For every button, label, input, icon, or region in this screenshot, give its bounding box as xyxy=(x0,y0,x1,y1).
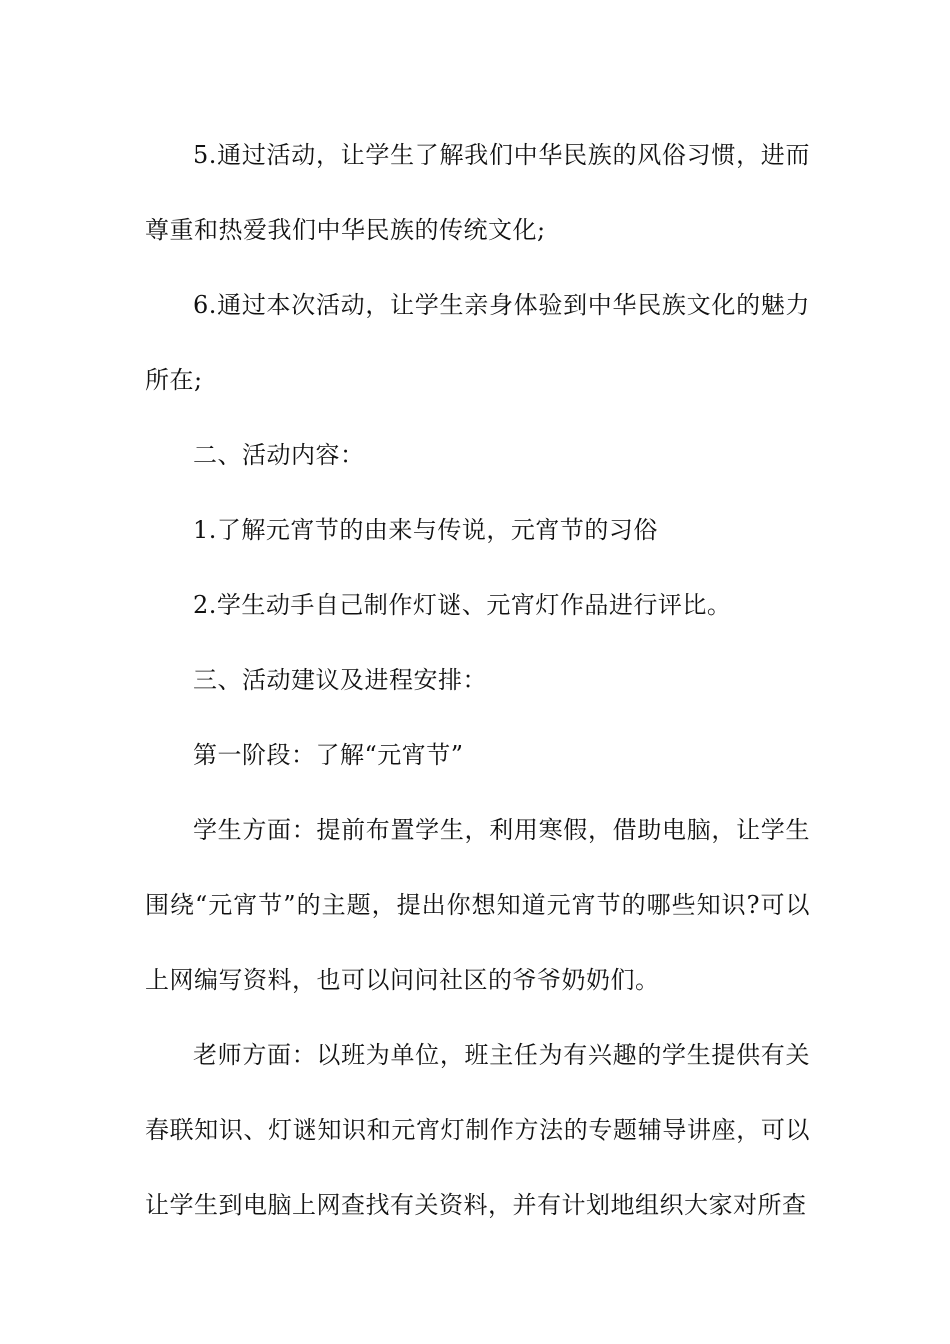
student-side-paragraph: 学生方面：提前布置学生，利用寒假，借助电脑，让学生围绕“元宵节”的主题，提出你想知道元宵节的哪些知识?可以上网编写资料，也可以问问社区的爷爷奶奶们。 xyxy=(145,816,810,994)
objective-5-paragraph: 5.通过活动，让学生了解我们中华民族的风俗习惯，进而尊重和热爱我们中华民族的传统文化; xyxy=(145,141,810,244)
section-heading-schedule: 三、活动建议及进程安排： xyxy=(193,666,487,694)
content-item-2: 2.学生动手自己制作灯谜、元宵灯作品进行评比。 xyxy=(193,591,732,619)
section-heading-activity-content: 二、活动内容： xyxy=(193,441,365,469)
content-item-1: 1.了解元宵节的由来与传说，元宵节的习俗 xyxy=(193,516,658,544)
objective-6-paragraph: 6.通过本次活动，让学生亲身体验到中华民族文化的魅力所在; xyxy=(145,291,810,394)
document-page xyxy=(145,118,810,1243)
teacher-side-paragraph: 老师方面：以班为单位，班主任为有兴趣的学生提供有关春联知识、灯谜知识和元宵灯制作方法的专题辅导讲座，可以让学生到电脑上网查找有关资料，并有计划地组织大家对所查 xyxy=(145,1041,810,1219)
stage-one-heading: 第一阶段：了解“元宵节” xyxy=(193,741,464,769)
